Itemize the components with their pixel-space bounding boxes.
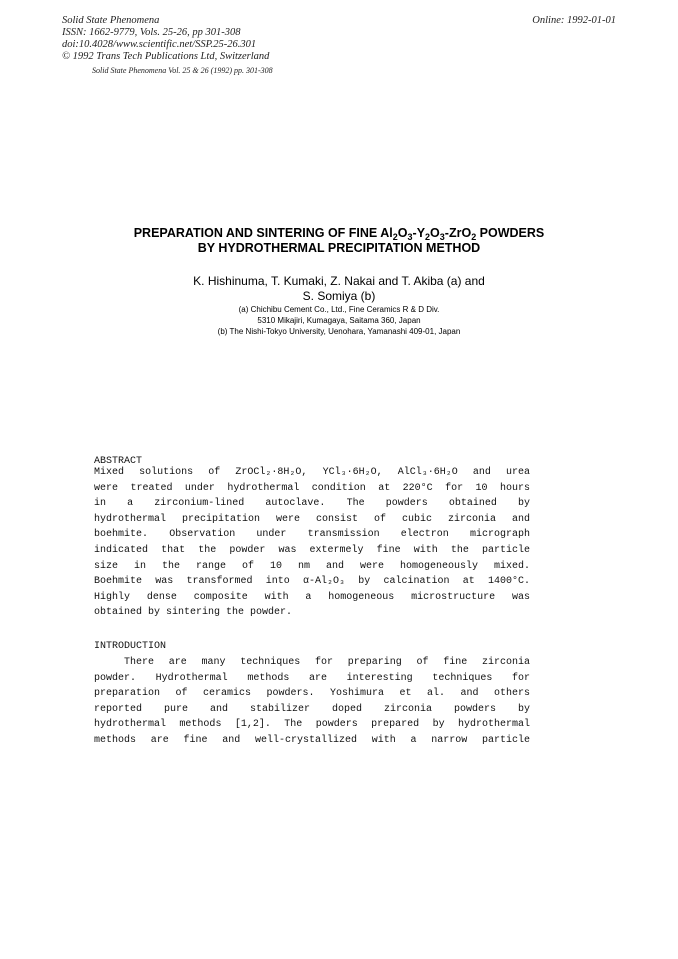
- authors-line-1: K. Hishinuma, T. Kumaki, Z. Nakai and T. Akiba (a) and: [193, 274, 485, 288]
- authors-line-2: S. Somiya (b): [302, 289, 376, 303]
- introduction-line: There are many techniques for preparing of fine zirconia: [124, 657, 530, 668]
- abstract-line: Highly dense composite with a homogeneous microstructure was: [94, 591, 530, 603]
- introduction-line: preparation of ceramics powders. Yoshimura et al. and others: [94, 688, 530, 700]
- introduction-line: reported pure and stabilizer doped zirconia powders by: [94, 703, 530, 715]
- affiliation-line: (b) The Nishi-Tokyo University, Uenohara, Yamanashi 409-01, Japan: [217, 327, 461, 336]
- abstract-body: [94, 465, 530, 621]
- online-date: Online: 1992-01-01: [532, 15, 616, 26]
- affiliation-line: 5310 Mikajiri, Kumagaya, Saitama 360, Japan: [257, 316, 421, 325]
- author-list: [60, 274, 618, 304]
- affiliation-line: (a) Chichibu Cement Co., Ltd., Fine Ceramics R & D Div.: [238, 305, 440, 314]
- journal-page-line: Solid State Phenomena Vol. 25 & 26 (1992) pp. 301-308: [92, 66, 273, 75]
- abstract-line: Mixed solutions of ZrOCl₂·8H₂O, YCl₃·6H₂O, AlCl₃·6H₂O and urea: [94, 467, 530, 478]
- meta-doi[interactable]: doi:10.4028/www.scientific.net/SSP.25-26.301: [62, 39, 257, 50]
- paper-title: [60, 226, 618, 256]
- abstract-line: in a zirconium-lined autoclave. The powders obtained by: [94, 498, 530, 510]
- abstract-line: were treated under hydrothermal condition at 220°C for 10 hours: [94, 482, 530, 494]
- publication-meta: [62, 15, 269, 63]
- abstract-heading: ABSTRACT: [94, 456, 143, 467]
- introduction-line: powder. Hydrothermal methods are interesting techniques for: [94, 672, 530, 684]
- abstract-line: obtained by sintering the powder.: [94, 607, 293, 619]
- introduction-line: hydrothermal methods [1,2]. The powders prepared by hydrothermal: [94, 719, 530, 731]
- abstract-line: Boehmite was transformed into α-Al₂O₃ by calcination at 1400°C.: [94, 576, 530, 588]
- introduction-heading: INTRODUCTION: [94, 641, 167, 652]
- meta-issn: ISSN: 1662-9779, Vols. 25-26, pp 301-308: [62, 27, 241, 38]
- abstract-line: size in the range of 10 nm and were homogeneously mixed.: [94, 560, 530, 572]
- abstract-line: indicated that the powder was extermely fine with the particle: [94, 544, 530, 556]
- title-line-1: PREPARATION AND SINTERING OF FINE $Al_2O_3-Y_2O_3-ZrO_2$ POWDERS: [133, 226, 545, 242]
- abstract-line: hydrothermal precipitation were consist of cubic zirconia and: [94, 513, 530, 525]
- introduction-body: [94, 655, 530, 749]
- introduction-line: methods are fine and well-crystallized with a narrow particle: [94, 734, 530, 746]
- abstract-line: boehmite. Observation under transmission electron micrograph: [94, 529, 530, 541]
- meta-journal: Solid State Phenomena: [62, 15, 160, 26]
- affiliations: [60, 304, 618, 337]
- title-line-2: BY HYDROTHERMAL PRECIPITATION METHOD: [197, 241, 481, 255]
- meta-copyright: © 1992 Trans Tech Publications Ltd, Switzerland: [62, 51, 270, 62]
